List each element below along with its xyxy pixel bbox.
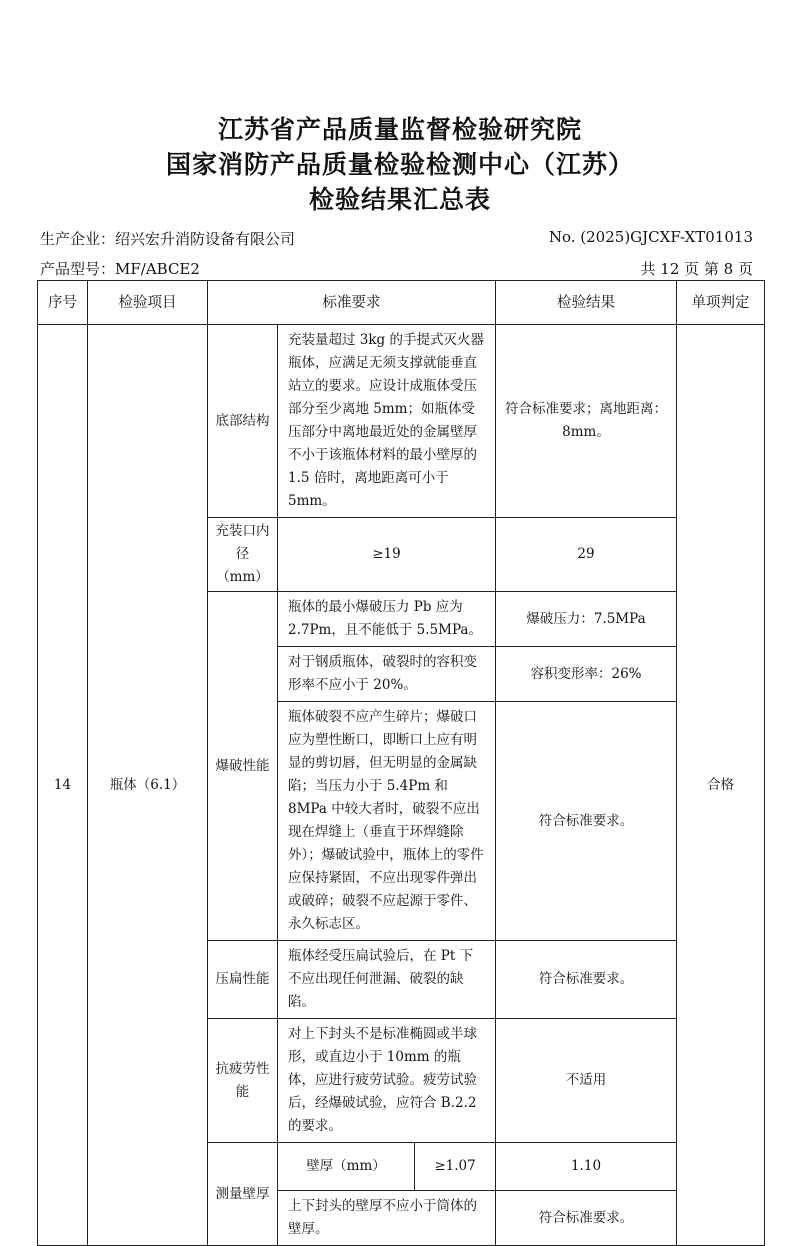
requirement-head-thickness: 上下封头的壁厚不应小于筒体的壁厚。 xyxy=(278,1191,496,1246)
thickness-label: 壁厚（mm） xyxy=(278,1143,415,1191)
header-requirement: 标准要求 xyxy=(208,281,496,325)
requirement-volume-deformation: 对于钢质瓶体，破裂时的容积变形率不应小于 20%。 xyxy=(278,647,496,702)
header-item: 检验项目 xyxy=(88,281,208,325)
subitem-burst: 爆破性能 xyxy=(208,592,278,941)
requirement-flatten: 瓶体经受压扁试验后，在 Pt 下不应出现任何泄漏、破裂的缺陷。 xyxy=(278,941,496,1019)
result-burst-pressure: 爆破压力：7.5MPa xyxy=(496,592,677,647)
result-burst-fracture: 符合标准要求。 xyxy=(496,702,677,941)
report-number: No. (2025)GJCXF-XT01013 xyxy=(548,228,753,246)
page-count: 共 12 页 第 8 页 xyxy=(640,260,753,278)
thickness-result: 1.10 xyxy=(496,1143,677,1191)
table-title: 检验结果汇总表 xyxy=(308,185,491,214)
result-volume-deformation: 容积变形率：26% xyxy=(496,647,677,702)
table-header-row xyxy=(38,281,765,325)
center-title: 国家消防产品质量检验检测中心（江苏） xyxy=(165,150,634,179)
result-bottom: 符合标准要求；离地距离：8mm。 xyxy=(496,325,677,518)
result-fatigue: 不适用 xyxy=(496,1019,677,1143)
results-table xyxy=(37,280,765,1246)
requirement-bottom: 充装量超过 3kg 的手提式灭火器瓶体，应满足无须支撑就能垂直站立的要求。应设计成瓶体受压部分至少离地 5mm；如瓶体受压部分中离地最近处的金属壁厚不小于该瓶体材料的最小壁厚的 1.5 倍时，离地距离可小于 5mm。 xyxy=(278,325,496,518)
header-result: 检验结果 xyxy=(496,281,677,325)
verdict-cell: 合格 xyxy=(677,325,765,1246)
result-head-thickness: 符合标准要求。 xyxy=(496,1191,677,1246)
thickness-requirement: ≥1.07 xyxy=(415,1143,496,1191)
header-verdict: 单项判定 xyxy=(677,281,765,325)
header-seq: 序号 xyxy=(38,281,88,325)
requirement-burst-fracture: 瓶体破裂不应产生碎片；爆破口应为塑性断口，即断口上应有明显的剪切唇，但无明显的金属缺陷；当压力小于 5.4Pm 和 8MPa 中较大者时，破裂不应出现在焊缝上（垂直于环焊缝除外）；爆破试验中，瓶体上的零件应保持紧固，不应出现零件弹出或破碎；破裂不应起源于零件、永久标志区。 xyxy=(278,702,496,941)
result-flatten: 符合标准要求。 xyxy=(496,941,677,1019)
subitem-thickness: 测量壁厚 xyxy=(208,1143,278,1246)
product-model: 产品型号：MF/ABCE2 xyxy=(40,260,200,278)
subitem-opening: 充装口内径（mm） xyxy=(208,518,278,592)
requirement-fatigue: 对上下封头不是标准椭圆或半球形，或直边小于 10mm 的瓶体，应进行疲劳试验。疲劳试验后，经爆破试验，应符合 B.2.2 的要求。 xyxy=(278,1019,496,1143)
subitem-bottom: 底部结构 xyxy=(208,325,278,518)
item-cell: 瓶体（6.1） xyxy=(88,325,208,1246)
requirement-opening: ≥19 xyxy=(278,518,496,592)
institute-title: 江苏省产品质量监督检验研究院 xyxy=(217,115,582,144)
seq-cell: 14 xyxy=(38,325,88,1246)
requirement-burst-pressure: 瓶体的最小爆破压力 Pb 应为 2.7Pm，且不能低于 5.5MPa。 xyxy=(278,592,496,647)
company-name: 生产企业：绍兴宏升消防设备有限公司 xyxy=(40,230,296,248)
subitem-flatten: 压扁性能 xyxy=(208,941,278,1019)
result-opening: 29 xyxy=(496,518,677,592)
subitem-fatigue: 抗疲劳性能 xyxy=(208,1019,278,1143)
table-row xyxy=(38,325,765,518)
